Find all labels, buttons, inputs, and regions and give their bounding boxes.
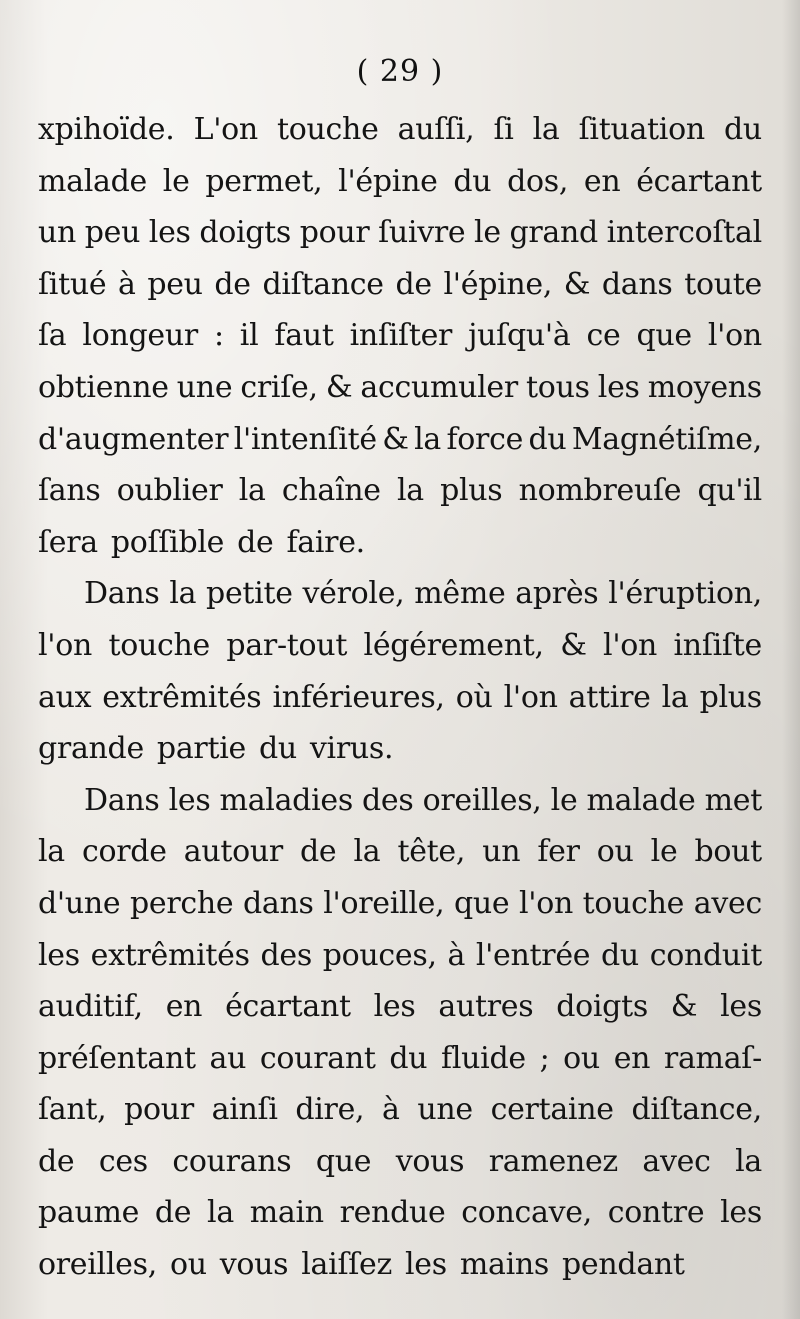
paragraph <box>38 568 762 774</box>
text-line: paume de la main rendue concave, contre les <box>38 1195 762 1231</box>
text-line: ſitué à peu de diſtance de l'épine, & dans toute <box>38 266 762 302</box>
page-number: ( 29 ) <box>356 54 444 89</box>
text-line: grande partie du virus. <box>38 731 394 767</box>
text-line: préſentant au courant du fluide ; ou en ramaſ- <box>38 1040 762 1076</box>
text-line: d'une perche dans l'oreille, que l'on touche avec <box>38 885 762 921</box>
paragraph <box>38 104 762 568</box>
body-text <box>38 104 762 1291</box>
text-line: les extrêmités des pouces, à l'entrée du conduit <box>38 937 762 973</box>
text-line: auditif, en écartant les autres doigts & les <box>38 989 762 1025</box>
text-line: d'augmenter l'intenſité & la force du Magnétiſme, <box>38 421 762 457</box>
text-line: Dans les maladies des oreilles, le malade met <box>84 782 762 818</box>
text-line: l'on touche par-tout légérement, & l'on inſiſte <box>38 627 762 663</box>
text-line: ſans oublier la chaîne la plus nombreuſe qu'il <box>38 473 762 509</box>
text-line: Dans la petite vérole, même après l'éruption, <box>84 576 762 612</box>
page-edge-shadow <box>782 0 800 1319</box>
text-line: ſa longeur : il faut inſiſter juſqu'à ce que l'on <box>38 318 762 354</box>
paragraph <box>38 775 762 1291</box>
text-line: aux extrêmités inférieures, où l'on attire la plus <box>38 679 762 715</box>
text-line: ſera poſſible de faire. <box>38 524 365 560</box>
text-line: obtienne une criſe, & accumuler tous les moyens <box>38 369 762 405</box>
text-line: ſant, pour ainſi dire, à une certaine diſtance, <box>38 1092 762 1128</box>
text-line: de ces courans que vous ramenez avec la <box>38 1143 762 1179</box>
text-line: oreilles, ou vous laiſſez les mains pendant <box>38 1247 685 1283</box>
text-line: un peu les doigts pour ſuivre le grand intercoſtal <box>38 215 762 251</box>
text-line: la corde autour de la tête, un fer ou le bout <box>38 834 762 870</box>
text-line: malade le permet, l'épine du dos, en écartant <box>38 163 762 199</box>
text-line: xpihoïde. L'on touche auſſi, ſi la ſituation du <box>38 112 762 147</box>
